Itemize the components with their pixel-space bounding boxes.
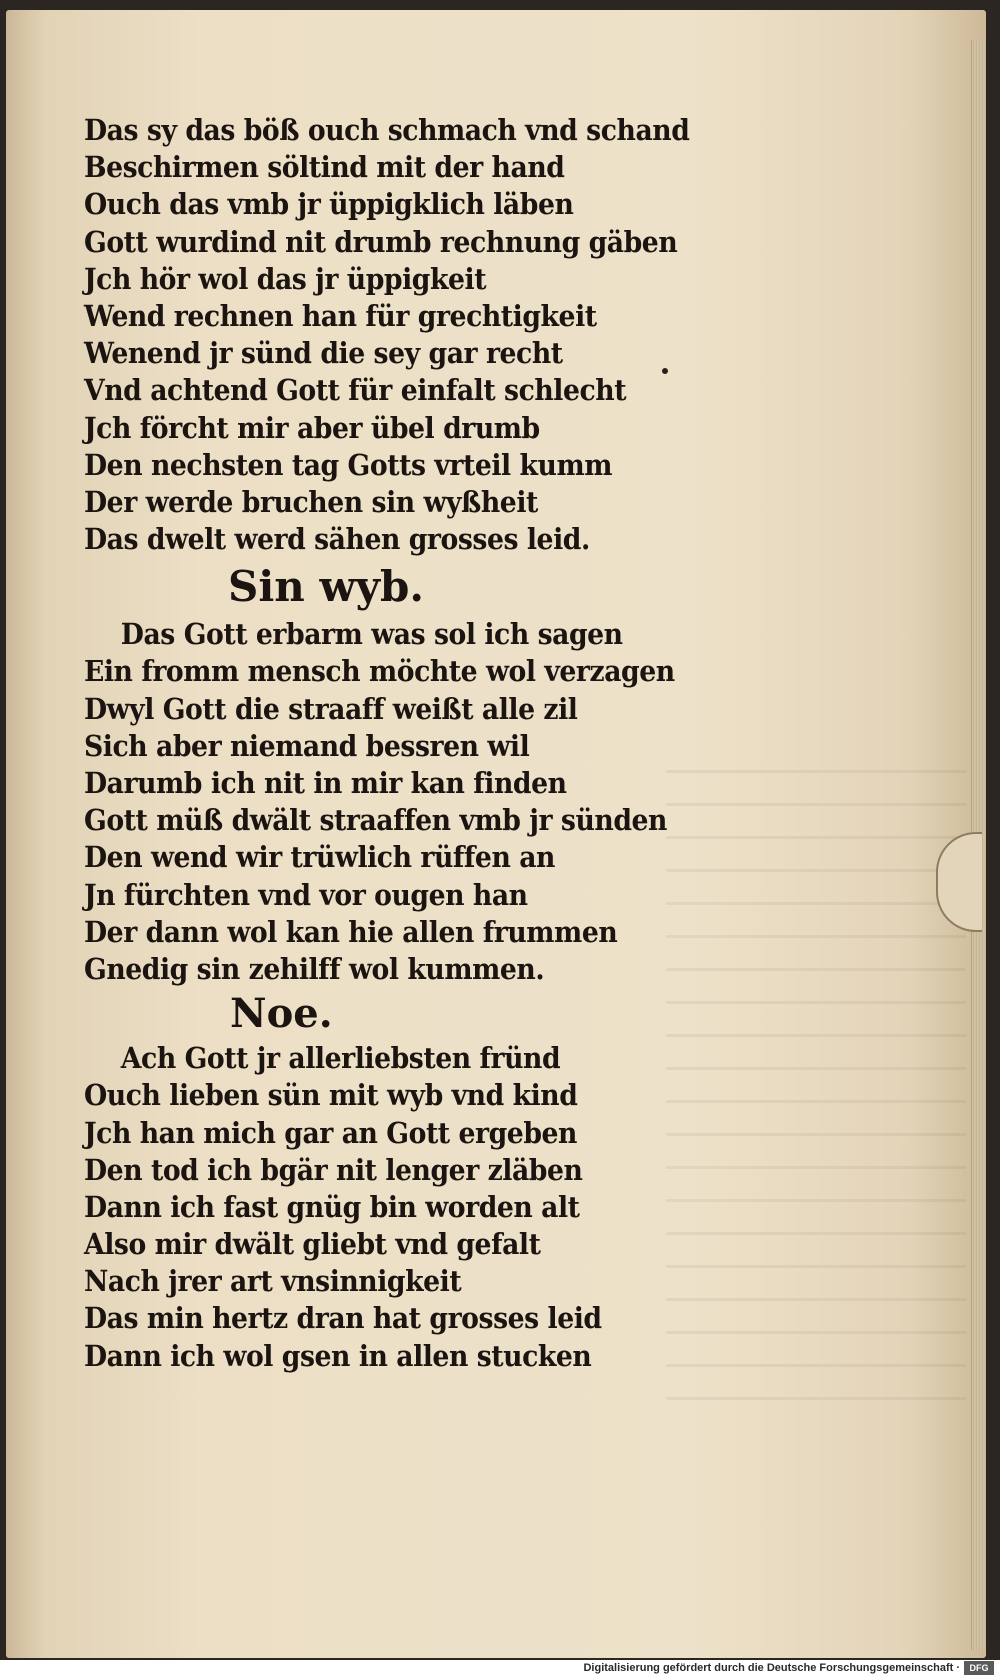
funding-credit: Digitalisierung gefördert durch die Deutsche Forschungsgemeinschaft · <box>583 1662 960 1674</box>
stanza-3 <box>84 1040 684 1375</box>
verse-line: Vnd achtend Gott für einfalt schlecht <box>84 373 627 408</box>
digitization-footer <box>0 1660 1000 1678</box>
verse-line: Beschirmen söltind mit der hand <box>84 150 565 185</box>
verse-line: Das sy das böß ouch schmach vnd schand <box>84 113 690 147</box>
verse-line: Den wend wir trüwlich rüffen an <box>84 840 555 875</box>
verse-line: Wend rechnen han für grechtigkeit <box>84 298 597 333</box>
verse-line: Das min hertz dran hat grosses leid <box>84 1301 602 1336</box>
verse-line: Das dwelt werd sähen grosses leid. <box>84 522 590 557</box>
poem-text <box>84 112 690 1375</box>
verse-line: Nach jrer art vnsinnigkeit <box>84 1264 462 1299</box>
verse-line: Ouch das vmb jr üppigklich läben <box>84 187 574 222</box>
verse-line: Darumb ich nit in mir kan finden <box>84 766 567 800</box>
verse-line: Das Gott erbarm was sol ich sagen <box>120 617 623 652</box>
verse-line: Sich aber niemand bessren wil <box>84 728 530 763</box>
verse-line: Der werde bruchen sin wyßheit <box>84 484 538 519</box>
verse-line: Gott wurdind nit drumb rechnung gäben <box>84 224 678 259</box>
verse-line: Gott müß dwält straaffen vmb jr sünden <box>84 803 667 838</box>
verse-line: Dwyl Gott die straaff weißt alle zil <box>84 691 578 726</box>
verse-line: Der dann wol kan hie allen frummen <box>84 914 618 949</box>
verse-line: Jch förcht mir aber übel drumb <box>84 410 540 445</box>
verse-line: Dann ich wol gsen in allen stucken <box>84 1338 592 1373</box>
speaker-heading: Noe. <box>230 990 333 1038</box>
verse-line: Den nechsten tag Gotts vrteil kumm <box>84 447 613 482</box>
verse-line: Ach Gott jr allerliebsten fründ <box>120 1041 561 1076</box>
verse-line: Den tod ich bgär nit lenger zläben <box>84 1152 583 1187</box>
stanza-2 <box>84 616 684 988</box>
verse-line: Ouch lieben sün mit wyb vnd kind <box>84 1078 578 1113</box>
verse-line: Dann ich fast gnüg bin worden alt <box>84 1189 580 1224</box>
verse-line: Also mir dwält gliebt vnd gefalt <box>84 1227 541 1262</box>
show-through-text <box>666 770 966 1430</box>
stanza-1 <box>84 112 690 558</box>
verse-line: Gnedig sin zehilff wol kummen. <box>84 951 545 986</box>
verse-line: Jch han mich gar an Gott ergeben <box>84 1115 577 1150</box>
verse-line: Wenend jr sünd die sey gar recht <box>84 336 563 371</box>
verse-line: Jn fürchten vnd vor ougen han <box>84 877 528 912</box>
dfg-logo: DFG <box>964 1661 994 1675</box>
verse-line: Jch hör wol das jr üppigkeit <box>84 261 487 296</box>
verse-line: Ein fromm mensch möchte wol verzagen <box>84 654 675 689</box>
speaker-heading: Sin wyb. <box>228 562 424 612</box>
